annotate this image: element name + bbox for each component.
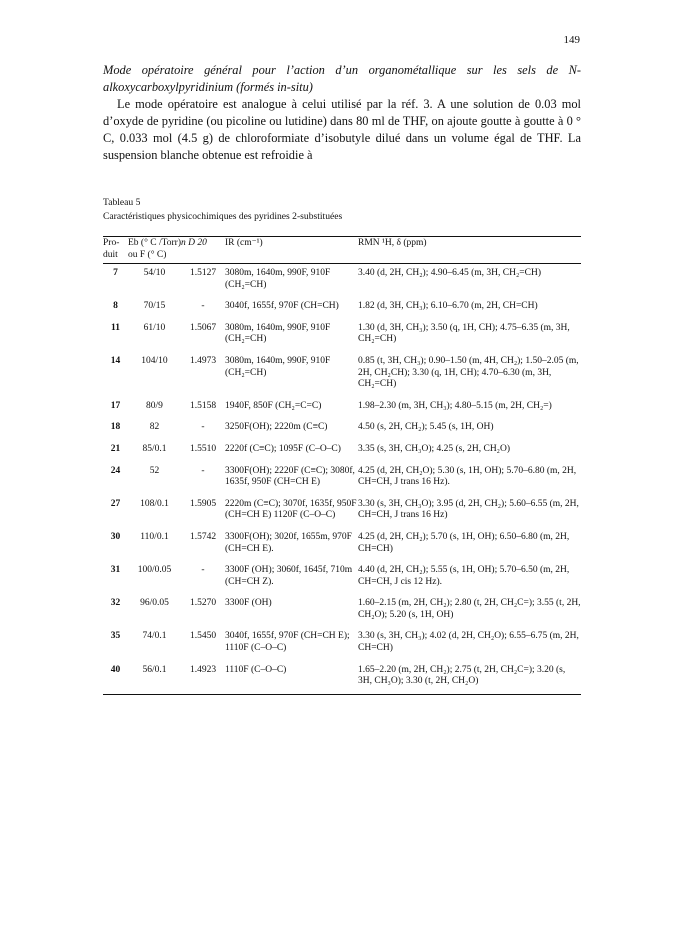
header-rmn: RMN ¹H, δ (ppm) [358,238,427,248]
cell-rmn: 3.35 (s, 3H, CH₃O); 4.25 (s, 2H, CH₂O) [358,443,511,454]
cell-produit: 31 [110,565,121,576]
table-row [103,495,581,528]
cell-produit: 8 [113,301,118,312]
table-row [103,561,581,594]
cell-produit: 21 [110,443,121,454]
cell-nd: 1.4923 [189,664,217,675]
cell-nd: - [201,465,205,476]
cell-rmn: 3.30 (s, 3H, CH₃O); 3.95 (d, 2H, CH₂); 5.60–6.55 (m, 2H, CH=CH, J trans 16 Hz) [358,498,579,521]
procedure-paragraph: Le mode opératoire est analogue à celui utilisé par la réf. 3. A une solution de 0.03 mol d’oxyde de pyridine (ou picoline ou lutidine) dans 80 ml de THF, on ajoute goutte à goutte à 0 ° C, 0.033 mol (4.5 g) de chloroformiate d’isobutyle dilué dans un volume égal de THF. La suspension blanche obtenue est refroidie à [103,97,581,162]
cell-produit: 40 [110,664,121,675]
table-row [103,297,581,319]
cell-rmn: 4.25 (d, 2H, CH₂O); 5.30 (s, 1H, OH); 5.70–6.80 (m, 2H, CH=CH, J trans 16 Hz). [358,465,577,488]
table-row [103,528,581,561]
cell-ir: 3300F (OH) [225,598,272,609]
header-nd: n D 20 [181,238,207,248]
cell-rmn: 4.25 (d, 2H, CH₂); 5.70 (s, 1H, OH); 6.50–6.80 (m, 2H, CH=CH) [358,531,570,554]
cell-ir: 3080m, 1640m, 990F, 910F (CH₂=CH) [225,322,331,345]
cell-produit: 17 [110,400,121,411]
cell-ir: 3040f, 1655f, 970F (CH=CH E); 1110F (C–O–C) [225,631,350,654]
cell-rmn: 4.50 (s, 2H, CH₂); 5.45 (s, 1H, OH) [358,422,494,433]
cell-produit: 35 [110,631,121,642]
cell-eb: 85/0.1 [142,443,167,454]
header-produit: Pro- duit [103,238,120,260]
table-caption [103,196,342,224]
cell-rmn: 0.85 (t, 3H, CH₃); 0.90–1.50 (m, 4H, CH₂); 1.50–2.05 (m, 2H, CH₂CH); 3.30 (q, 1H, CH); 4.70–6.30 (m, 3H, CH₂=CH) [358,355,579,390]
cell-eb: 100/0.05 [137,565,172,576]
table-row [103,264,581,297]
cell-rmn: 3.30 (s, 3H, CH₃); 4.02 (d, 2H, CH₂O); 6.55–6.75 (m, 2H, CH=CH) [358,631,579,654]
cell-ir: 3300F(OH); 2220F (C≡C); 3080f, 1635f, 950F (CH=CH E) [225,465,355,488]
cell-eb: 80/9 [146,400,163,411]
cell-eb: 104/10 [141,355,168,366]
cell-ir: 2220m (C≡C); 3070f, 1635f, 950F (CH=CH E) 1120F (C–O–C) [225,498,357,521]
cell-produit: 18 [110,422,121,433]
cell-nd: - [201,422,205,433]
data-table [103,236,581,695]
cell-ir: 3300F(OH); 3020f, 1655m, 970F (CH=CH E). [225,531,352,554]
cell-nd: 1.5270 [189,598,217,609]
cell-ir: 3300F (OH); 3060f, 1645f, 710m (CH=CH Z). [225,565,353,587]
table-row [103,418,581,440]
cell-produit: 30 [110,531,121,542]
table-header [103,237,581,263]
cell-nd: 1.5905 [189,498,217,509]
table-title: Caractéristiques physicochimiques des pyridines 2-substituées [103,211,343,222]
cell-eb: 61/10 [143,322,166,333]
cell-eb: 96/0.05 [140,598,169,609]
cell-rmn: 1.65–2.20 (m, 2H, CH₂); 2.75 (t, 2H, CH₂C=); 3.20 (s, 3H, CH₃O); 3.30 (t, 2H, CH₂O) [358,664,566,687]
cell-produit: 27 [110,498,121,509]
cell-nd: 1.5127 [189,268,217,278]
cell-eb: 74/0.1 [142,631,167,642]
table-row [103,594,581,627]
table-row [103,440,581,462]
cell-ir: 3040f, 1655f, 970F (CH=CH) [225,301,339,312]
cell-produit: 32 [110,598,121,609]
cell-eb: 108/0.1 [140,498,169,509]
header-eb: Eb (° C /Torr) ou F (° C) [128,238,181,260]
cell-nd: - [201,565,205,576]
cell-ir: 1940F, 850F (CH₂=C=C) [225,400,322,411]
header-ir: IR (cm⁻¹) [225,238,263,248]
cell-nd: - [201,301,205,312]
body-text [103,62,581,164]
cell-ir: 2220f (C≡C); 1095F (C–O–C) [225,443,341,454]
cell-eb: 70/15 [143,301,166,312]
cell-rmn: 1.98–2.30 (m, 3H, CH₃); 4.80–5.15 (m, 2H, CH₂=) [358,400,552,411]
cell-produit: 24 [110,465,121,476]
table-label: Tableau 5 [103,197,141,208]
cell-rmn: 1.60–2.15 (m, 2H, CH₂); 2.80 (t, 2H, CH₂C=); 3.55 (t, 2H, CH₂O); 5.20 (s, 1H, OH) [358,598,581,620]
cell-nd: 1.5742 [189,531,217,542]
table-row [103,352,581,397]
page-number: 149 [563,34,580,46]
cell-ir: 3080m, 1640m, 990F, 910F (CH₂=CH) [225,268,331,290]
cell-nd: 1.5067 [189,322,217,333]
table-row [103,627,581,660]
cell-ir: 3080m, 1640m, 990F, 910F (CH₂=CH) [225,355,331,378]
cell-nd: 1.4973 [189,355,217,366]
cell-eb: 52 [149,465,160,476]
cell-produit: 14 [110,355,121,366]
cell-eb: 54/10 [143,268,166,278]
section-heading: Mode opératoire général pour l’action d’un organométallique sur les sels de N-alkoxycarboxylpyridinium (formés in-situ) [103,63,581,94]
cell-produit: 7 [113,268,118,278]
table-row [103,319,581,352]
table-body [103,264,581,694]
cell-ir: 3250F(OH); 2220m (C≡C) [225,422,328,433]
cell-nd: 1.5510 [189,443,217,454]
cell-ir: 1110F (C–O–C) [225,664,287,675]
cell-rmn: 4.40 (d, 2H, CH₂); 5.55 (s, 1H, OH); 5.70–6.50 (m, 2H, CH=CH, J cis 12 Hz). [358,565,570,587]
cell-rmn: 3.40 (d, 2H, CH₂); 4.90–6.45 (m, 3H, CH₂=CH) [358,268,541,278]
table-row [103,661,581,694]
cell-eb: 56/0.1 [142,664,167,675]
cell-rmn: 1.82 (d, 3H, CH₃); 6.10–6.70 (m, 2H, CH=CH) [358,301,538,312]
table-row [103,397,581,419]
table-row [103,462,581,495]
cell-rmn: 1.30 (d, 3H, CH₃); 3.50 (q, 1H, CH); 4.75–6.35 (m, 3H, CH₂=CH) [358,322,570,345]
cell-nd: 1.5158 [189,400,217,411]
cell-nd: 1.5450 [189,631,217,642]
cell-eb: 110/0.1 [140,531,169,542]
cell-eb: 82 [149,422,160,433]
cell-produit: 11 [111,322,120,333]
